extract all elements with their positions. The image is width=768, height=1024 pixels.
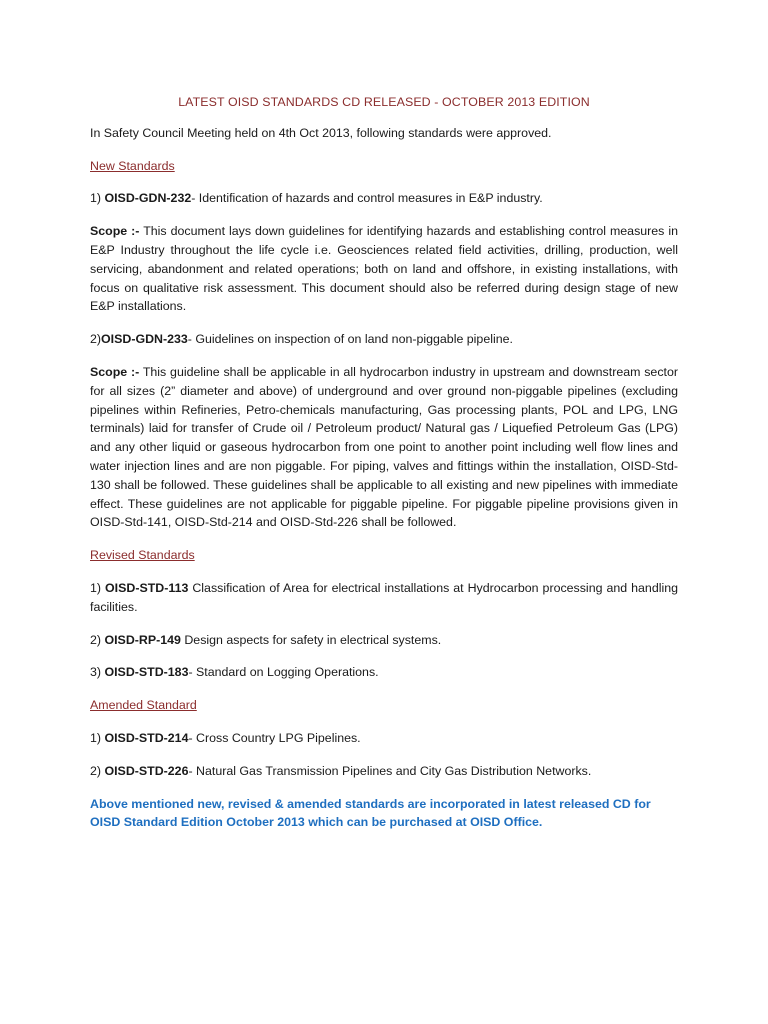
amended-standard-item-2	[90, 762, 678, 781]
standard-code: OISD-STD-113	[105, 580, 189, 595]
section-heading-revised-standards: Revised Standards	[90, 548, 195, 563]
standard-title: - Cross Country LPG Pipelines.	[188, 730, 361, 745]
section-heading-amended-standard: Amended Standard	[90, 698, 197, 713]
scope-label: Scope :-	[90, 224, 140, 239]
item-number: 2)	[90, 763, 105, 778]
new-standard-item-1	[90, 189, 678, 208]
standard-code: OISD-RP-149	[104, 632, 181, 647]
scope-paragraph-1	[90, 222, 678, 316]
scope-text: This document lays down guidelines for identifying hazards and establishing control measures in E&P Industry throughout the life cycle i.e. Geosciences related field activities, drilling, production, well servicing, abandonment and related operations; both on land and offshore, in existing installations, with focus on qualitative risk assessment. This document should also be referred during design stage of new E&P installations.	[90, 224, 678, 314]
standard-code: OISD-STD-183	[104, 665, 189, 680]
section-heading-new-standards: New Standards	[90, 158, 175, 173]
revised-standard-item-3	[90, 663, 678, 682]
item-number: 1)	[90, 191, 105, 206]
standard-code: OISD-GDN-233	[101, 332, 188, 347]
standard-code: OISD-STD-226	[104, 763, 189, 778]
standard-title: Design aspects for safety in electrical systems.	[180, 632, 442, 647]
revised-standard-item-1	[90, 579, 678, 617]
item-number: 1)	[90, 730, 105, 745]
revised-standard-item-2	[90, 631, 678, 650]
standard-title: - Standard on Logging Operations.	[188, 665, 379, 680]
item-number: 2)	[90, 332, 102, 347]
new-standard-item-2	[90, 330, 678, 349]
scope-label: Scope :-	[90, 364, 140, 379]
standard-code: OISD-GDN-232	[104, 191, 192, 206]
standard-title: - Guidelines on inspection of on land non-piggable pipeline.	[187, 332, 513, 347]
item-number: 1)	[90, 580, 106, 595]
standard-title: Classification of Area for electrical installations at Hydrocarbon processing and handling facilities.	[90, 580, 678, 614]
standard-title: - Identification of hazards and control measures in E&P industry.	[191, 191, 543, 206]
document-title: LATEST OISD STANDARDS CD RELEASED - OCTOBER 2013 EDITION	[178, 95, 590, 109]
intro-paragraph: In Safety Council Meeting held on 4th Oct 2013, following standards were approved.	[90, 125, 552, 140]
standard-title: - Natural Gas Transmission Pipelines and City Gas Distribution Networks.	[188, 763, 592, 778]
item-number: 2)	[90, 632, 105, 647]
standard-code: OISD-STD-214	[104, 730, 189, 745]
scope-text: This guideline shall be applicable in all hydrocarbon industry in upstream and downstream sector for all sizes (2” diameter and above) of underground and over ground non-piggable pipelines (excluding pipelines within Refineries, Petro-chemicals manufacturing, Gas processing plants, POL and LPG, LNG terminals) laid for transfer of Crude oil / Petroleum product/ Natural gas / Liquefied Petroleum Gas (LPG) and any other liquid or gaseous hydrocarbon from one point to another point including well flow lines and water injection lines and are non piggable. For piping, valves and fittings within the installation, OISD-Std-130 shall be followed. These guidelines shall be applicable to all existing and new pipelines with immediate effect. These guidelines are not applicable for piggable pipeline. For piggable pipeline provisions given in OISD-Std-141, OISD-Std-214 and OISD-Std-226 shall be followed.	[90, 364, 678, 530]
amended-standard-item-1	[90, 729, 678, 748]
closing-note: Above mentioned new, revised & amended standards are incorporated in latest released CD for OISD Standard Edition October 2013 which can be purchased at OISD Office.	[90, 796, 651, 830]
scope-paragraph-2	[90, 363, 678, 532]
item-number: 3)	[90, 665, 105, 680]
